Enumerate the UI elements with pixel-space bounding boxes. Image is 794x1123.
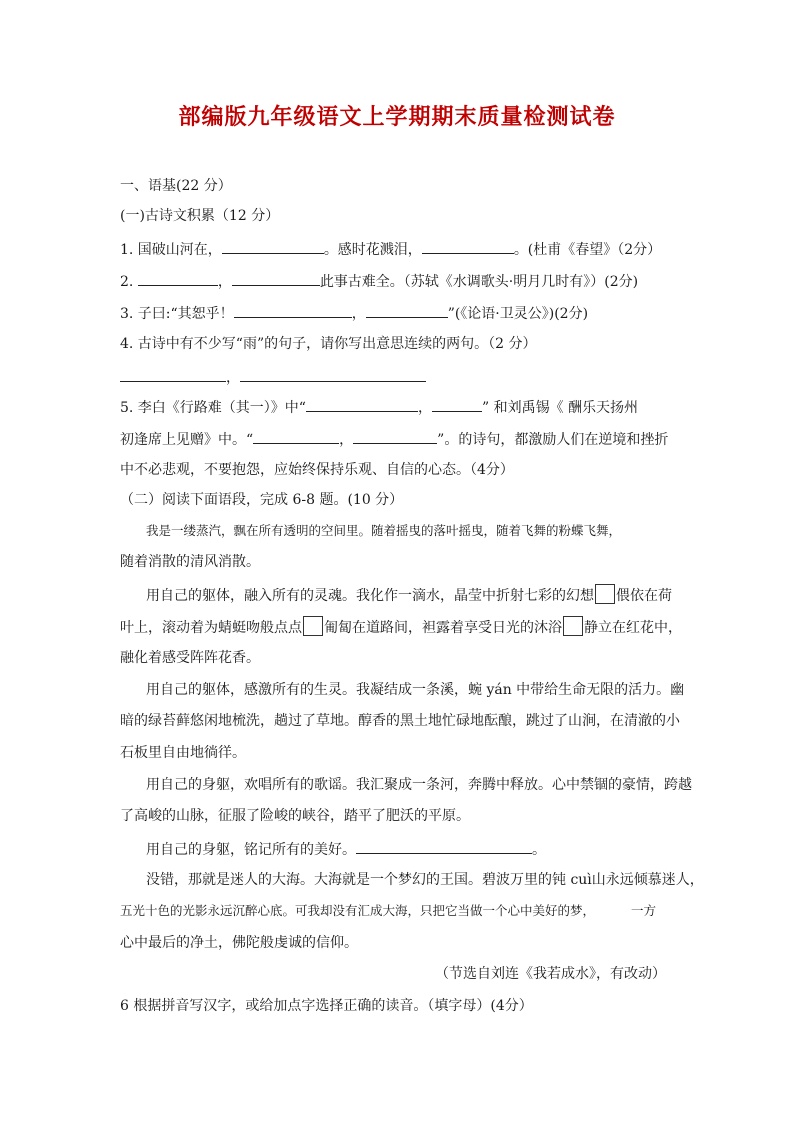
passage-line: 用自己的身躯，铭记所有的美好。 。	[146, 838, 706, 860]
question-4: 4. 古诗中有不少写“雨”的句子，请你写出意思连续的两句。（2 分）	[120, 336, 537, 352]
question-4-answers: ，	[120, 366, 680, 388]
question-2: 2. ， 此事古难全。（苏轼《水调歌头·明月几时有》）(2分)	[120, 270, 680, 292]
subsection-heading: (一)古诗文积累（12 分）	[120, 208, 280, 224]
punctuation-box[interactable]	[563, 616, 583, 636]
answer-blank[interactable]	[422, 238, 514, 254]
question-5-line-3: 中不必悲观，不要抱怨，应始终保持乐观、自信的心态。（4分）	[120, 462, 514, 478]
page-title: 部编版九年级语文上学期期末质量检测试卷	[178, 104, 616, 130]
answer-blank[interactable]	[366, 302, 448, 318]
answer-blank[interactable]	[234, 302, 352, 318]
passage-line: 用自己的躯体，融入所有的灵魂。我化作一滴水，晶莹中折射七彩的幻想 偎依在荷	[146, 584, 706, 606]
answer-blank[interactable]	[353, 428, 437, 444]
passage-line: 用自己的身躯，欢唱所有的歌谣。我汇聚成一条河，奔腾中释放。心中禁锢的豪情，跨越	[146, 777, 692, 793]
question-3: 3. 子曰:“其恕乎！ ， ”(《论语·卫灵公》)(2分)	[120, 302, 680, 324]
passage-line: 随着消散的清风消散。	[120, 554, 260, 570]
question-5-line-1: 5. 李白《行路难（其一）》中“ ， ” 和刘禹锡《 酬乐天扬州	[120, 396, 680, 418]
passage-line: 心中最后的净土，佛陀般虔诚的信仰。	[120, 935, 358, 951]
passage-line: 融化着感受阵阵花香。	[120, 650, 260, 666]
passage-line: 没错，那就是迷人的大海。大海就是一个梦幻的王国。碧波万里的钝 cuì山永远倾慕迷人，	[146, 872, 704, 888]
answer-blank[interactable]	[253, 428, 339, 444]
question-1: 1. 国破山河在， 。感时花溅泪， 。(杜甫《春望》（2分）	[120, 238, 680, 260]
answer-blank[interactable]	[120, 366, 226, 382]
answer-blank[interactable]	[138, 270, 218, 286]
passage-line: 我是一缕蒸汽，飘在所有透明的空间里。随着摇曳的落叶摇曳，随着飞舞的粉蝶飞舞，	[146, 523, 622, 538]
punctuation-box[interactable]	[303, 616, 323, 636]
answer-blank[interactable]	[356, 838, 532, 854]
question-6: 6 根据拼音写汉字，或给加点字选择正确的读音。（填字母）(4分）	[120, 998, 533, 1014]
passage-line: 用自己的躯体，感激所有的生灵。我凝结成一条溪，蜿 yán 中带给生命无限的活力。幽	[146, 682, 685, 698]
answer-blank[interactable]	[306, 396, 418, 412]
passage-line: 了高峻的山脉，征服了险峻的峡谷，踏平了肥沃的平原。	[120, 808, 470, 824]
punctuation-box[interactable]	[595, 584, 615, 604]
subsection-heading: （二）阅读下面语段，完成 6-8 题。(10 分）	[120, 492, 404, 508]
passage-line: 暗的绿苔藓悠闲地梳洗，趟过了草地。醇香的黑土地忙碌地酝酿，跳过了山涧，在清澈的小	[120, 713, 680, 729]
passage-line: 叶上，滚动着为蜻蜓吻般点点 匍匐在道路间，袒露着享受日光的沐浴 静立在红花中，	[120, 616, 680, 638]
answer-blank[interactable]	[222, 238, 324, 254]
passage-source: （节选自刘连《我若成水》，有改动）	[435, 966, 666, 982]
answer-blank[interactable]	[240, 366, 426, 382]
answer-blank[interactable]	[432, 396, 482, 412]
passage-line: 五光十色的光影永远沉醉心底。可我却没有汇成大海，只把它当做一个心中美好的梦， 一方	[120, 903, 657, 918]
question-5-line-2: 初逢席上见赠》中。“ ， ”。的诗句，都激励人们在逆境和挫折	[120, 428, 680, 450]
answer-blank[interactable]	[232, 270, 320, 286]
section-heading: 一、语基(22 分）	[120, 178, 232, 194]
passage-line: 石板里自由地徜徉。	[120, 745, 246, 761]
